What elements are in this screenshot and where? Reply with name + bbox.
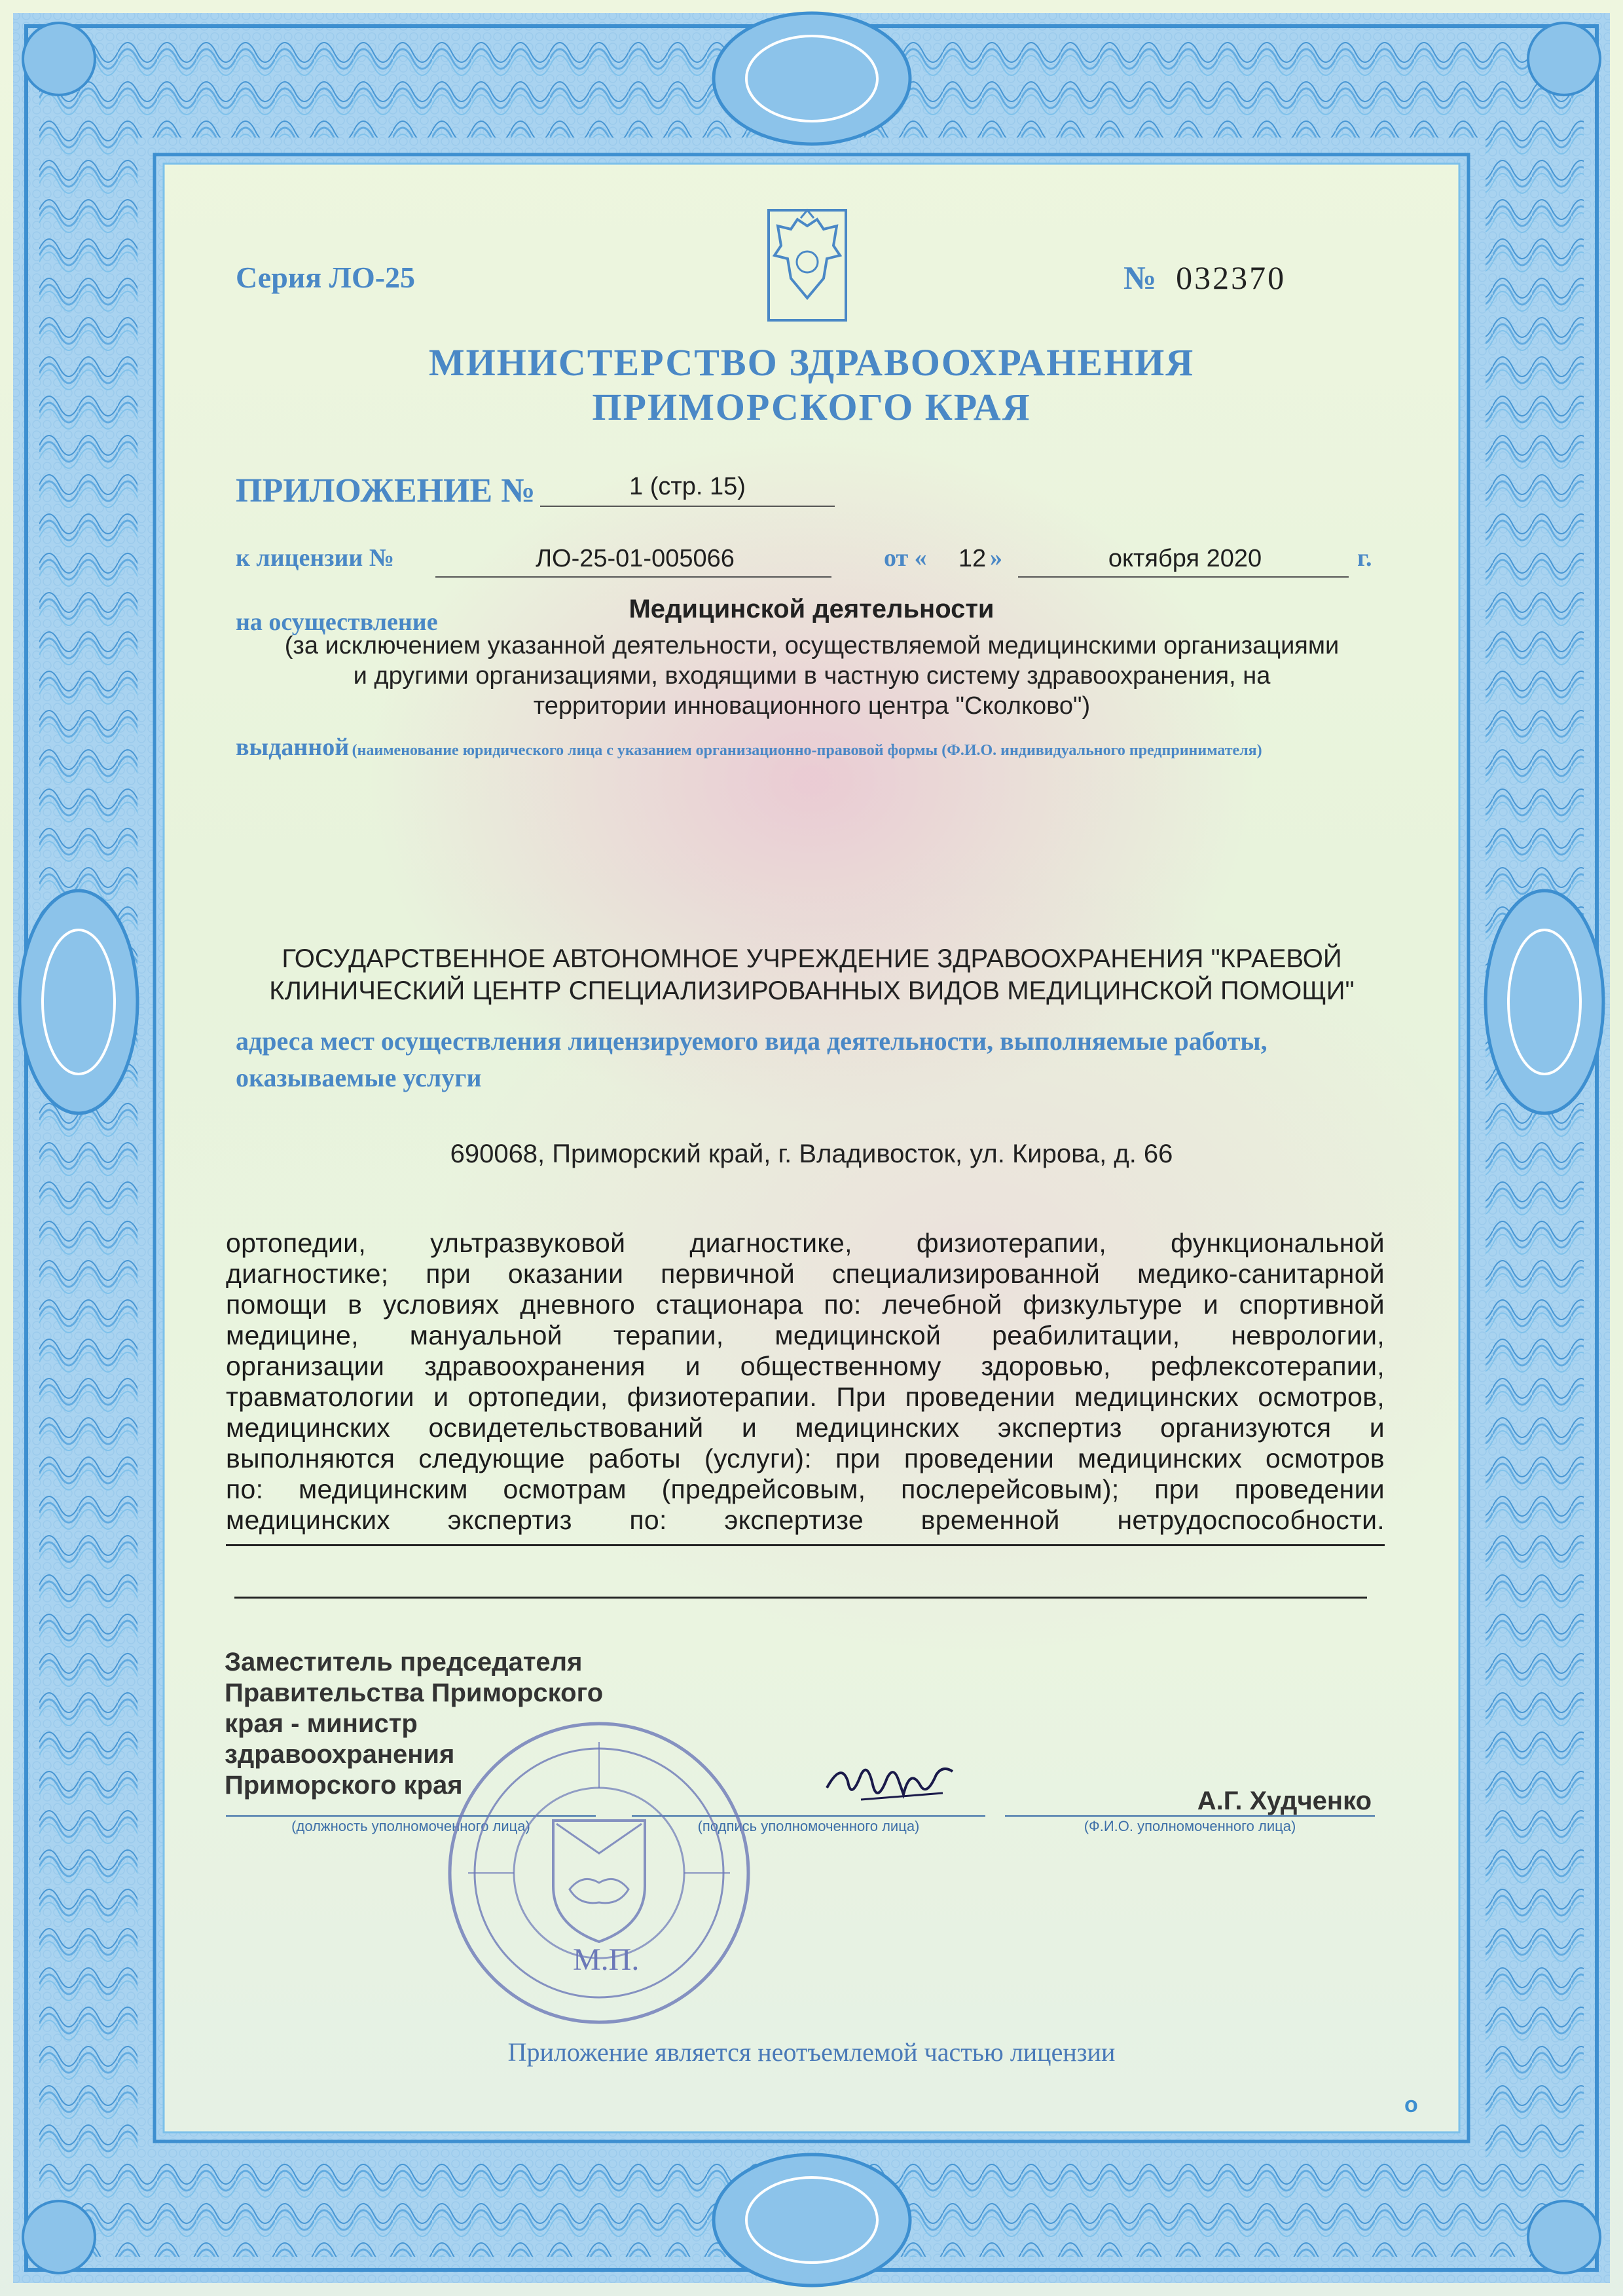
license-number <box>1123 259 1286 297</box>
activity-note-line3: территории инновационного центра "Сколково") <box>533 692 1091 720</box>
activity-title: Медицинской деятельности <box>629 595 994 623</box>
handwritten-signature <box>822 1755 966 1821</box>
organization-name <box>226 943 1398 1007</box>
date-underline <box>1018 576 1349 578</box>
issued-label: выданной <box>236 733 350 761</box>
issued-to-label <box>236 732 1388 768</box>
name-underline <box>1005 1815 1375 1817</box>
services-line-8: выполняются следующие работы (услуги): при проведении медицинских осмотров <box>226 1443 1385 1473</box>
activity-label: на осуществление <box>236 608 438 636</box>
series-label: Серия ЛО-25 <box>236 261 416 294</box>
services-line-2: диагностике; при оказании первичной специализированной медико-санитарной <box>226 1259 1385 1289</box>
seal-place-label: М.П. <box>573 1942 640 1977</box>
activity-note-line1: (за исключением указанной деятельности, осуществляемой медицинскими организациями <box>284 632 1340 659</box>
footer-note: Приложение является неотъемлемой частью лицензии <box>507 2037 1116 2067</box>
addresses-label <box>236 1023 1267 1096</box>
position-line2: Правительства Приморского <box>225 1678 604 1707</box>
signatory-name: А.Г. Худченко <box>1197 1787 1372 1815</box>
number-sign: № <box>1123 259 1157 296</box>
activity-note <box>210 631 1414 721</box>
services-line-5: организации здравоохранения и общественному здоровью, рефлексотерапии, <box>226 1351 1385 1381</box>
license-number-value: ЛО-25-01-005066 <box>536 545 735 572</box>
text-end-rule <box>234 1597 1367 1599</box>
services-line-10: медицинских экспертиз по: экспертизе временной нетрудоспособности. <box>226 1505 1385 1535</box>
date-from-label: от « <box>884 544 927 572</box>
license-label: к лицензии № <box>236 544 395 572</box>
license-month-year: октября 2020 <box>1108 545 1262 572</box>
text-end-underline <box>226 1544 1385 1546</box>
services-line-3: помощи в условиях дневного стационара по: лечебной физкультуре и спортивной <box>226 1289 1385 1320</box>
appendix-label: ПРИЛОЖЕНИЕ № <box>236 472 536 509</box>
license-underline <box>435 576 831 578</box>
position-line3: края - министр <box>225 1709 418 1738</box>
address-value: 690068, Приморский край, г. Владивосток, ул. Кирова, д. 66 <box>450 1139 1173 1168</box>
position-caption: (должность уполномоченного лица) <box>291 1818 530 1834</box>
coat-of-arms-icon <box>765 206 850 324</box>
services-line-1: ортопедии, ультразвуковой диагностике, физиотерапии, функциональной <box>226 1228 1385 1258</box>
addresses-label-line1: адреса мест осуществления лицензируемого вида деятельности, выполняемые работы, <box>236 1026 1267 1056</box>
appendix-number: 1 (стр. 15) <box>629 473 746 500</box>
addresses-label-line2: оказываемые услуги <box>236 1063 482 1092</box>
organization-line2: КЛИНИЧЕСКИЙ ЦЕНТР СПЕЦИАЛИЗИРОВАННЫХ ВИДОВ МЕДИЦИНСКОЙ ПОМОЩИ" <box>269 976 1355 1005</box>
issued-hint: (наименование юридического лица с указанием организационно-правовой формы (Ф.И.О. индивидуального предпринимателя) <box>352 742 1262 759</box>
services-line-6: травматологии и ортопедии, физиотерапии. При проведении медицинских осмотров, <box>226 1382 1385 1412</box>
ministry-title-line2: ПРИМОРСКОГО КРАЯ <box>592 386 1031 428</box>
services-line-4: медицине, мануальной терапии, медицинской реабилитации, неврологии, <box>226 1320 1385 1350</box>
date-quote-close: » <box>990 544 1002 572</box>
official-stamp <box>442 1716 756 2030</box>
ministry-title <box>0 341 1623 430</box>
form-number: 032370 <box>1176 259 1286 296</box>
signature-caption: (подпись уполномоченного лица) <box>697 1818 920 1834</box>
services-line-7: медицинских освидетельствований и медицинских экспертиз организуются и <box>226 1413 1385 1443</box>
ministry-title-line1: МИНИСТЕРСТВО ЗДРАВООХРАНЕНИЯ <box>428 341 1195 384</box>
activity-note-line2: и другими организациями, входящими в частную систему здравоохранения, на <box>353 662 1271 690</box>
services-line-9: по: медицинским осмотрам (предрейсовым, послерейсовым); при проведении <box>226 1474 1385 1504</box>
position-line4: здравоохранения <box>225 1740 455 1769</box>
organization-line1: ГОСУДАРСТВЕННОЕ АВТОНОМНОЕ УЧРЕЖДЕНИЕ ЗДРАВООХРАНЕНИЯ "КРАЕВОЙ <box>282 944 1342 973</box>
position-line1: Заместитель председателя <box>225 1648 583 1676</box>
name-caption: (Ф.И.О. уполномоченного лица) <box>1084 1818 1296 1834</box>
position-line5: Приморского края <box>225 1771 463 1800</box>
footer-mark: о <box>1404 2092 1418 2117</box>
services-text <box>226 1228 1385 1536</box>
appendix-underline <box>540 506 835 507</box>
year-suffix: г. <box>1357 544 1372 572</box>
license-day: 12 <box>958 545 987 572</box>
